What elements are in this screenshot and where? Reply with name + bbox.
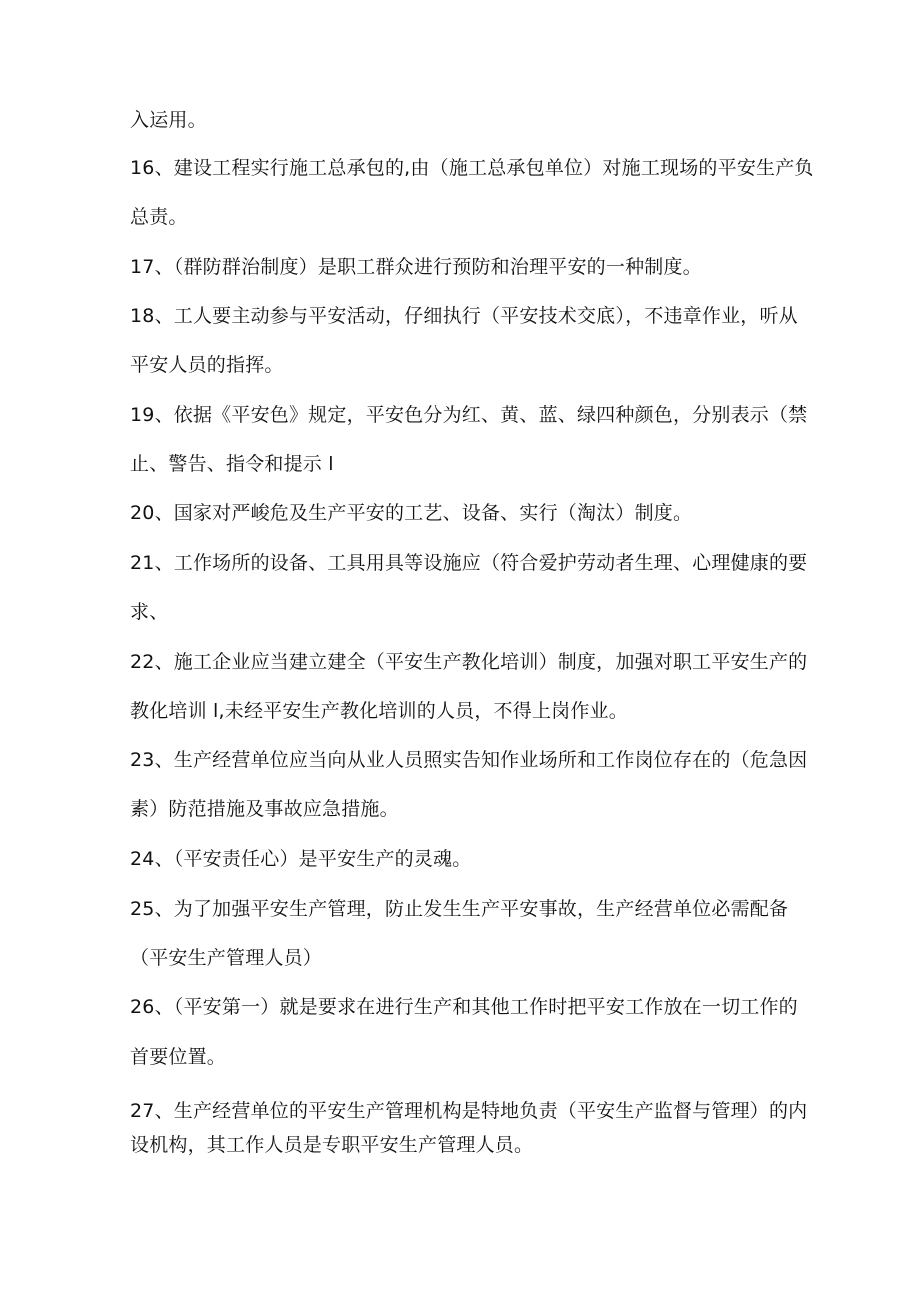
text-line: 24、（平安责任心）是平安生产的灵魂。 <box>130 848 472 870</box>
text-line: 求、 <box>130 601 169 623</box>
text-line: 25、为了加强平安生产管理，防止发生生产平安事故，生产经营单位必需配备 <box>130 898 789 920</box>
text-line: 26、（平安第一）就是要求在进行生产和其他工作时把平安工作放在一切工作的 <box>130 996 798 1018</box>
text-line: 20、国家对严峻危及生产平安的工艺、设备、实行（淘汰）制度。 <box>130 502 693 524</box>
text-line: 22、施工企业应当建立建全（平安生产教化培训）制度，加强对职工平安生产的 <box>130 651 808 673</box>
text-line: 27、生产经营单位的平安生产管理机构是特地负责（平安生产监督与管理）的内 <box>130 1100 808 1122</box>
text-line: 16、建设工程实行施工总承包的,由（施工总承包单位）对施工现场的平安生产负 <box>130 157 814 179</box>
text-line: 教化培训 l,未经平安生产教化培训的人员，不得上岗作业。 <box>130 700 628 722</box>
text-line: 18、工人要主动参与平安活动，仔细执行（平安技术交底），不违章作业，听从 <box>130 305 798 327</box>
text-line: 素）防范措施及事故应急措施。 <box>130 798 399 820</box>
text-line: 17、（群防群治制度）是职工群众进行预防和治理平安的一种制度。 <box>130 256 702 278</box>
text-line: 平安人员的指挥。 <box>130 354 284 376</box>
text-line: 止、警告、指令和提示 l <box>130 453 334 475</box>
text-line: 入运用。 <box>130 109 207 131</box>
text-line: 23、生产经营单位应当向从业人员照实告知作业场所和工作岗位存在的（危急因 <box>130 749 808 771</box>
text-line: 首要位置。 <box>130 1046 227 1068</box>
text-line: （平安生产管理人员） <box>130 947 323 969</box>
text-line: 21、工作场所的设备、工具用具等设施应（符合爱护劳动者生理、心理健康的要 <box>130 552 808 574</box>
text-line: 19、依据《平安色》规定，平安色分为红、黄、蓝、绿四种颜色，分别表示（禁 <box>130 404 808 426</box>
text-line: 设机构，其工作人员是专职平安生产管理人员。 <box>130 1134 534 1156</box>
text-line: 总责。 <box>130 206 188 228</box>
